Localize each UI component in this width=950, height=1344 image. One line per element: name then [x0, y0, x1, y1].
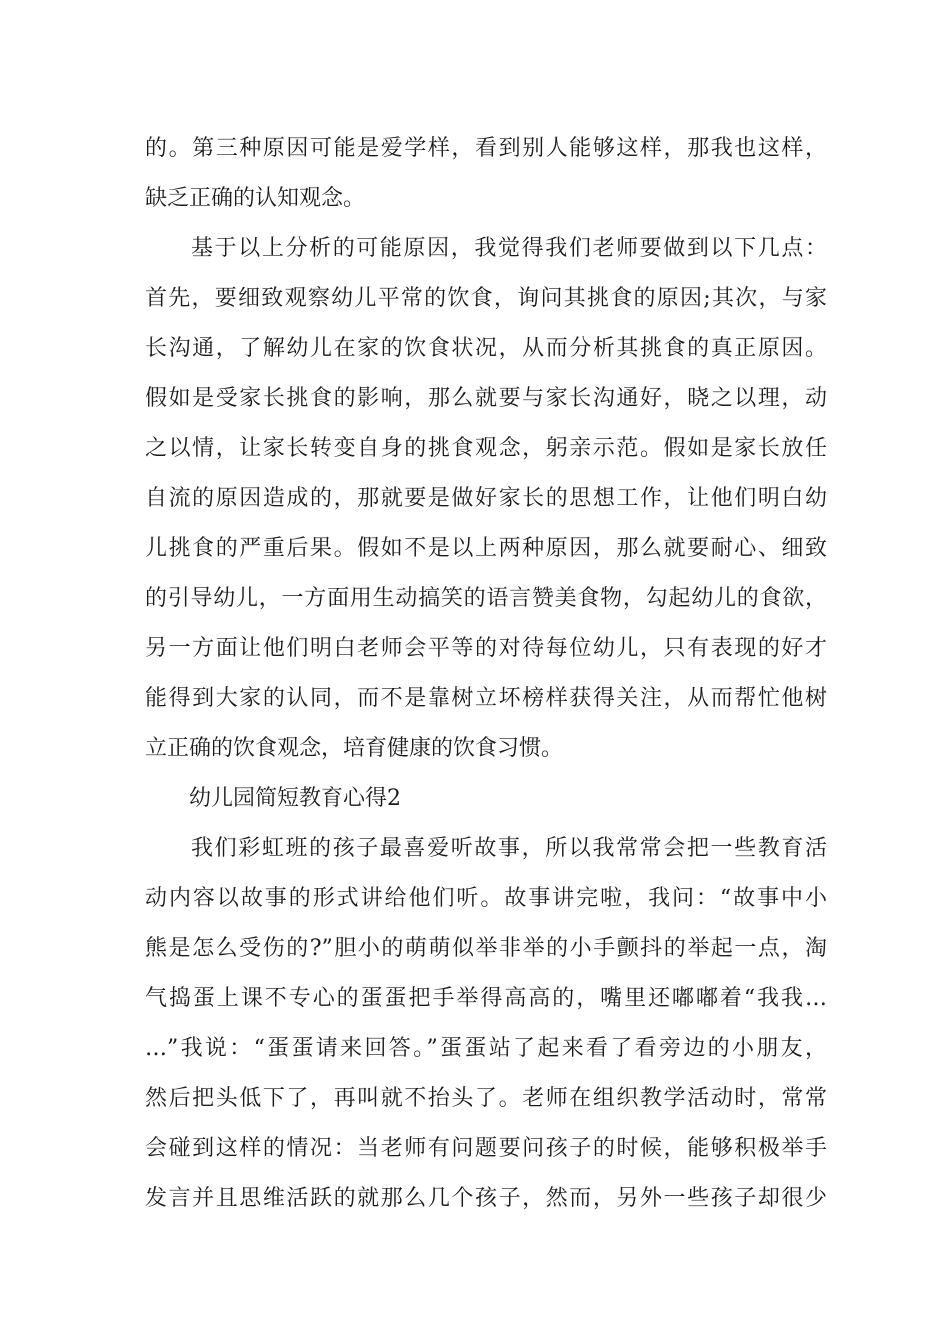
- text-line: 熊是怎么受伤的?”胆小的萌萌似举非举的小手颤抖的举起一点，淘: [145, 936, 827, 961]
- text-line: 能得到大家的认同，而不是靠树立坏榜样获得关注，从而帮忙他树: [145, 686, 827, 711]
- text-line: 首先，要细致观察幼儿平常的饮食，询问其挑食的原因;其次，与家: [145, 286, 827, 311]
- text-line: 发言并且思维活跃的就那么几个孩子，然而，另外一些孩子却很少: [145, 1186, 827, 1211]
- text-line: 我们彩虹班的孩子最喜爱听故事，所以我常常会把一些教育活: [191, 836, 827, 861]
- text-line: 缺乏正确的认知观念。: [145, 186, 366, 211]
- text-line: 的引导幼儿，一方面用生动搞笑的语言赞美食物，勾起幼儿的食欲，: [145, 586, 827, 611]
- document-body: [145, 124, 827, 1224]
- text-line: 基于以上分析的可能原因，我觉得我们老师要做到以下几点：: [191, 236, 827, 261]
- text-line: 立正确的饮食观念，培育健康的饮食习惯。: [145, 736, 564, 761]
- text-line: 气捣蛋上课不专心的蛋蛋把手举得高高的，嘴里还嘟嘟着“我我…: [145, 986, 827, 1011]
- text-line: 之以情，让家长转变自身的挑食观念，躬亲示范。假如是家长放任: [145, 436, 827, 461]
- text-line: 会碰到这样的情况：当老师有问题要问孩子的时候，能够积极举手: [145, 1136, 827, 1161]
- text-line: 儿挑食的严重后果。假如不是以上两种原因，那么就要耐心、细致: [145, 536, 827, 561]
- text-line: 长沟通，了解幼儿在家的饮食状况，从而分析其挑食的真正原因。: [145, 336, 827, 361]
- text-line: 另一方面让他们明白老师会平等的对待每位幼儿，只有表现的好才: [145, 636, 827, 661]
- text-line: 自流的原因造成的，那就要是做好家长的思想工作，让他们明白幼: [145, 486, 827, 511]
- text-line: …”我说：“蛋蛋请来回答。”蛋蛋站了起来看了看旁边的小朋友，: [145, 1036, 827, 1061]
- text-line: 然后把头低下了，再叫就不抬头了。老师在组织教学活动时，常常: [145, 1086, 827, 1111]
- section-heading: 幼儿园简短教育心得2: [189, 786, 401, 811]
- text-line: 的。第三种原因可能是爱学样，看到别人能够这样，那我也这样，: [145, 136, 827, 161]
- text-line: 动内容以故事的形式讲给他们听。故事讲完啦，我问：“故事中小: [145, 886, 827, 911]
- text-line: 假如是受家长挑食的影响，那么就要与家长沟通好，晓之以理，动: [145, 386, 827, 411]
